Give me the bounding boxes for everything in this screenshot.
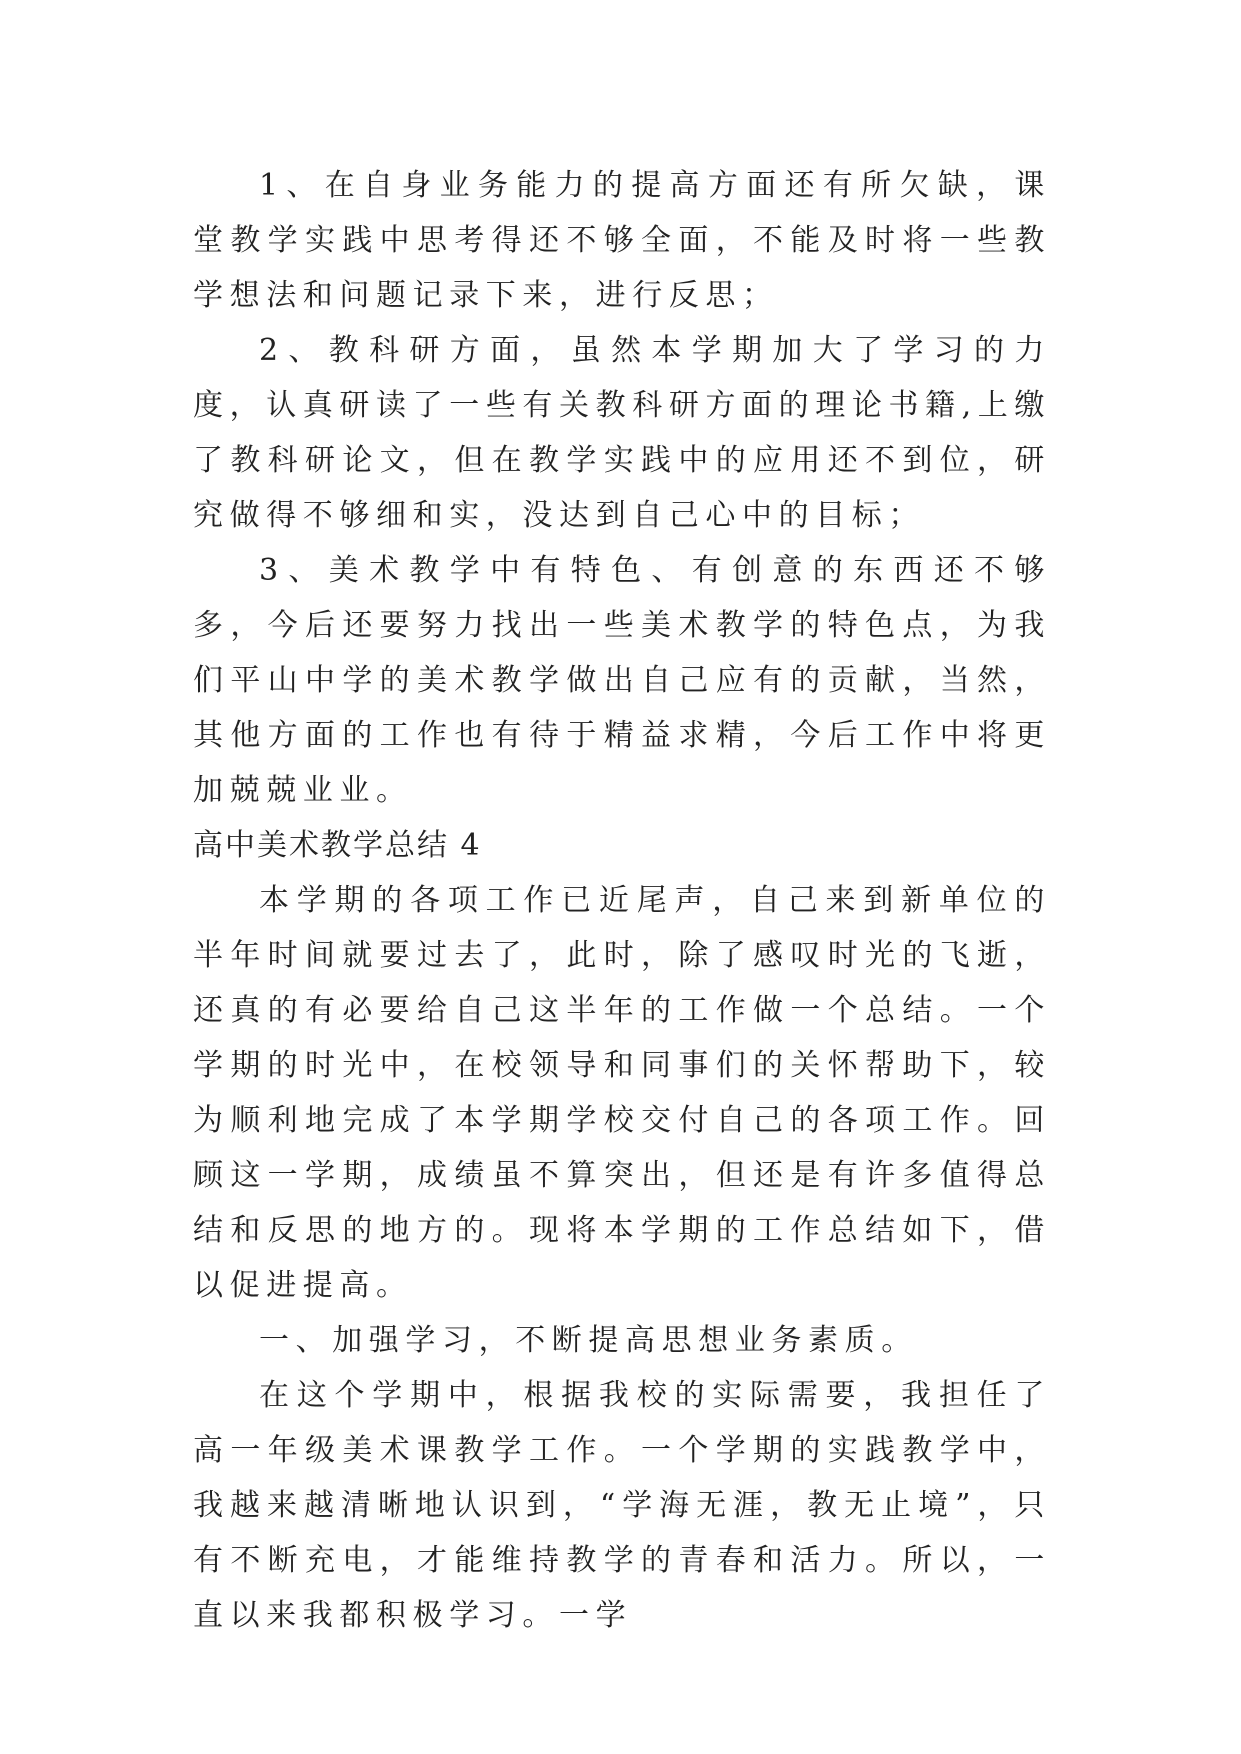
paragraph-intro: 本学期的各项工作已近尾声，自己来到新单位的半年时间就要过去了，此时，除了感叹时光的飞逝，还真的有必要给自己这半年的工作做一个总结。一个学期的时光中，在校领导和同事们的关怀帮助下，较为顺利地完成了本学期学校交付自己的各项工作。回顾这一学期，成绩虽不算突出，但还是有许多值得总结和反思的地方的。现将本学期的工作总结如下，借以促进提高。 [193,883,1051,1303]
document-page [193,158,1051,1643]
paragraph-section-title: 一、加强学习，不断提高思想业务素质。 [259,1323,918,1358]
paragraph-weakness-1: 1、在自身业务能力的提高方面还有所欠缺，课堂教学实践中思考得还不够全面，不能及时将一些教学想法和问题记录下来，进行反思； [193,168,1051,313]
paragraph-weakness-3: 3、美术教学中有特色、有创意的东西还不够多，今后还要努力找出一些美术教学的特色点，为我们平山中学的美术教学做出自己应有的贡献，当然，其他方面的工作也有待于精益求精，今后工作中将更加兢兢业业。 [193,553,1051,808]
paragraph-weakness-2: 2、教科研方面，虽然本学期加大了学习的力度，认真研读了一些有关教科研方面的理论书籍,上缴了教科研论文，但在教学实践中的应用还不到位，研究做得不够细和实，没达到自己心中的目标； [193,333,1051,533]
section-heading: 高中美术教学总结 4 [193,828,482,863]
paragraph-study: 在这个学期中，根据我校的实际需要，我担任了高一年级美术课教学工作。一个学期的实践教学中，我越来越清晰地认识到，“学海无涯，教无止境”，只有不断充电，才能维持教学的青春和活力。所以，一直以来我都积极学习。一学 [193,1378,1051,1633]
